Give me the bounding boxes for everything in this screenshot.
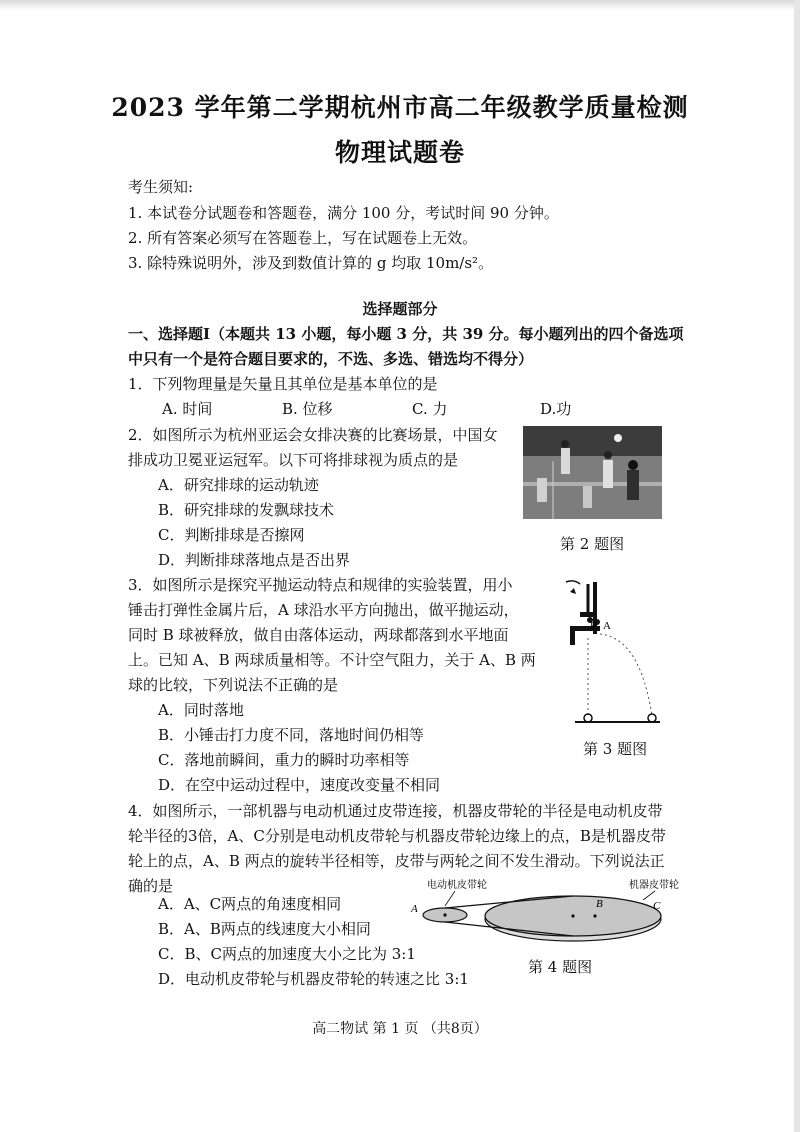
- q1-stem: 1．下列物理量是矢量且其单位是基本单位的是: [128, 375, 438, 393]
- q3-option-a: A．同时落地: [158, 701, 244, 719]
- q1-option-d: D.功: [540, 400, 572, 418]
- notice-heading: 考生须知:: [128, 178, 194, 196]
- exam-title: 2023 学年第二学期杭州市高二年级教学质量检测: [111, 93, 689, 122]
- q3-figure-caption: 第 3 题图: [583, 740, 648, 758]
- q2-option-d: D．判断排球落地点是否出界: [158, 551, 351, 569]
- label-point-b: B: [596, 898, 603, 910]
- q2-figure-caption: 第 2 题图: [560, 535, 625, 553]
- q3-option-d: D．在空中运动过程中，速度改变量不相同: [158, 776, 441, 794]
- projectile-apparatus-figure: [560, 578, 680, 728]
- q3-stem-line-3: 同时 B 球被释放，做自由落体运动，两球都落到水平地面: [128, 626, 509, 644]
- q4-stem-line-3: 轮上的点，A、B 两点的旋转半径相等，皮带与两轮之间不发生滑动。下列说法正: [128, 852, 665, 870]
- notice-item-2: 2. 所有答案必须写在答题卷上，写在试题卷上无效。: [128, 229, 478, 247]
- q1-option-a: A. 时间: [162, 400, 213, 418]
- scan-edge-top: [0, 0, 800, 10]
- q3-option-b: B．小锤击打力度不同，落地时间仍相等: [158, 726, 425, 744]
- q4-stem-line-1: 4．如图所示，一部机器与电动机通过皮带连接，机器皮带轮的半径是电动机皮带: [128, 802, 663, 820]
- notice-item-3: 3. 除特殊说明外，涉及到数值计算的 g 均取 10m/s²。: [128, 254, 494, 272]
- section-intro-line-2: 中只有一个是符合题目要求的，不选、多选、错选均不得分）: [128, 350, 534, 368]
- q2-stem-line-1: 2．如图所示为杭州亚运会女排决赛的比赛场景，中国女: [128, 426, 498, 444]
- volleyball-match-photo: [523, 426, 662, 519]
- section-title: 选择题部分: [362, 300, 438, 318]
- q3-stem-line-4: 上。已知 A、B 两球质量相等。不计空气阻力，关于 A、B 两: [128, 651, 536, 669]
- q4-stem-line-4: 确的是: [128, 877, 174, 895]
- q2-option-b: B．研究排球的发飘球技术: [158, 501, 335, 519]
- belt-pulley-figure: [405, 876, 690, 946]
- label-point-c: C: [653, 900, 661, 912]
- q4-option-c: C．B、C两点的加速度大小之比为 3:1: [158, 945, 416, 963]
- page-footer: 高二物试 第 1 页 （共8页）: [312, 1021, 488, 1037]
- label-motor-pulley: 电动机皮带轮: [427, 880, 487, 891]
- q2-stem-line-2: 排成功卫冕亚运冠军。以下可将排球视为质点的是: [128, 451, 459, 469]
- q3-stem-line-5: 球的比较，下列说法不正确的是: [128, 676, 339, 694]
- scan-edge-right: [794, 0, 800, 1132]
- label-point-a: A: [411, 903, 418, 915]
- section-intro-line-1: 一、选择题I（本题共 13 小题，每小题 3 分，共 39 分。每小题列出的四个备选项: [128, 325, 684, 343]
- q4-option-d: D．电动机皮带轮与机器皮带轮的转速之比 3:1: [158, 970, 469, 988]
- q4-option-b: B．A、B两点的线速度大小相同: [158, 920, 371, 938]
- label-ball-a: A: [603, 620, 611, 632]
- q4-option-a: A．A、C两点的角速度相同: [158, 895, 342, 913]
- label-machine-pulley: 机器皮带轮: [629, 880, 679, 891]
- label-ball-b: B: [590, 620, 598, 632]
- q1-option-b: B. 位移: [282, 400, 333, 418]
- exam-subtitle: 物理试题卷: [334, 138, 465, 167]
- q1-option-c: C. 力: [412, 400, 448, 418]
- q2-option-a: A．研究排球的运动轨迹: [158, 476, 319, 494]
- q3-option-c: C．落地前瞬间，重力的瞬时功率相等: [158, 751, 410, 769]
- q4-stem-line-2: 轮半径的3倍，A、C分别是电动机皮带轮与机器皮带轮边缘上的点，B是机器皮带: [128, 827, 666, 845]
- notice-item-1: 1. 本试卷分试题卷和答题卷，满分 100 分，考试时间 90 分钟。: [128, 204, 559, 222]
- q3-stem-line-1: 3．如图所示是探究平抛运动特点和规律的实验装置，用小: [128, 576, 513, 594]
- q4-figure-caption: 第 4 题图: [528, 958, 593, 976]
- q3-stem-line-2: 锤击打弹性金属片后，A 球沿水平方向抛出，做平抛运动，: [128, 601, 519, 619]
- q2-option-c: C．判断排球是否擦网: [158, 526, 305, 544]
